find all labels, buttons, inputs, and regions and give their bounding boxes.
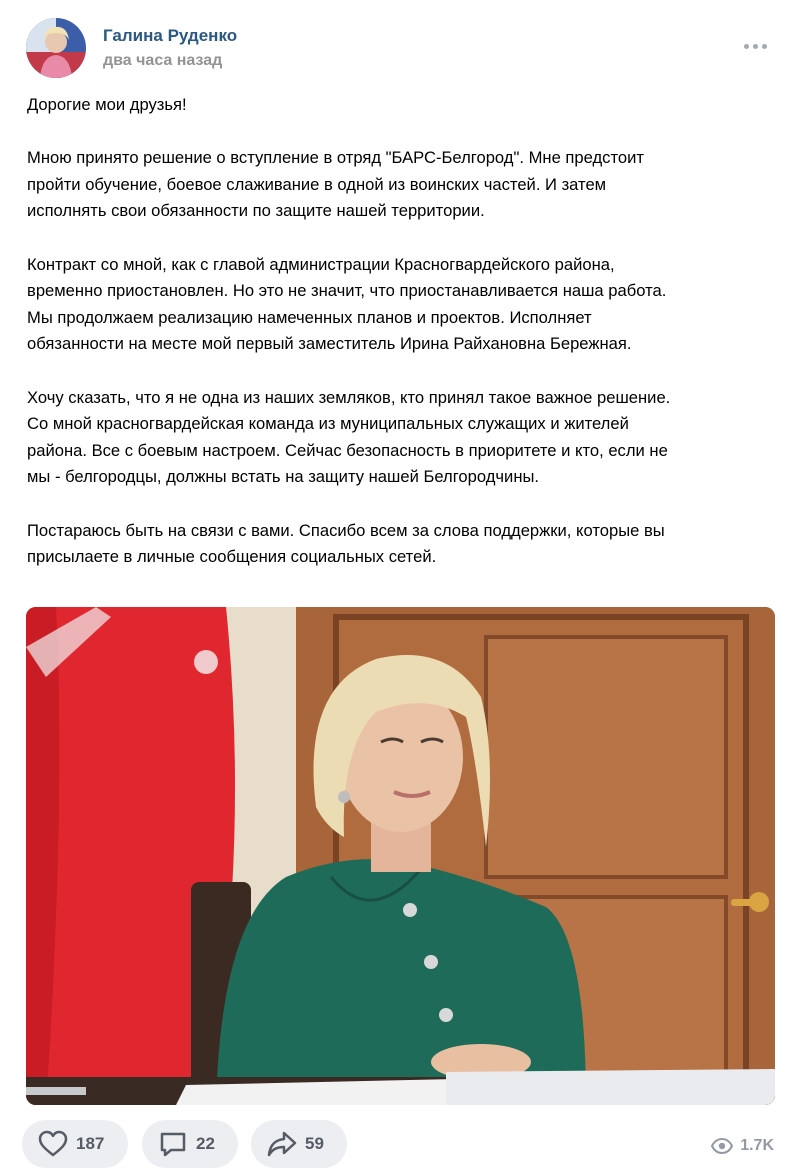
post-paragraph: Постараюсь быть на связи с вами. Спасибо всем за слова поддержки, которые вы присылаете в личные сообщения социальных сетей. <box>27 520 665 567</box>
post-actions <box>22 1120 778 1170</box>
post-paragraph: Контракт со мной, как с главой администрации Красногвардейского района, временно приостановлен. Но это не значит, что приостанавливается наша работа. Мы продолжаем реализацию намеченных планов и проектов. Исполняет обязанности на месте мой первый заместитель Ирина Райхановна Бережная. <box>27 254 667 354</box>
more-dots-icon[interactable] <box>742 38 770 54</box>
comment-button[interactable] <box>142 1120 238 1168</box>
views-counter <box>710 1134 774 1158</box>
post-photo[interactable] <box>26 607 775 1105</box>
post-paragraph: Дорогие мои друзья! <box>27 95 187 114</box>
post-paragraph: Мною принято решение о вступление в отряд "БАРС-Белгород". Мне предстоит пройти обучение, боевое слаживание в одной из воинских частей. И затем исполнять свои обязанности по защите нашей территории. <box>27 148 644 221</box>
share-arrow-icon <box>265 1127 299 1161</box>
post-text <box>27 92 779 597</box>
heart-icon <box>36 1127 70 1161</box>
share-button[interactable] <box>251 1120 347 1168</box>
like-count: 187 <box>76 1134 105 1153</box>
author-name[interactable]: Галина Руденко <box>103 26 238 45</box>
share-count: 59 <box>305 1134 324 1153</box>
comment-icon <box>156 1127 190 1161</box>
post-paragraph: Хочу сказать, что я не одна из наших земляков, кто принял такое важное решение. Со мной красногвардейская команда из муниципальных служащих и жителей района. Все с боевым настроем. Сейчас безопасность в приоритете и кто, если не мы - белгородцы, должны встать на защиту нашей Белгородчины. <box>27 387 671 487</box>
like-button[interactable] <box>22 1120 128 1168</box>
eye-icon <box>710 1134 734 1158</box>
comment-count: 22 <box>196 1134 215 1153</box>
post-time[interactable]: два часа назад <box>103 52 223 69</box>
avatar[interactable] <box>26 18 86 78</box>
post-header <box>26 18 776 78</box>
views-count: 1.7K <box>740 1137 774 1154</box>
